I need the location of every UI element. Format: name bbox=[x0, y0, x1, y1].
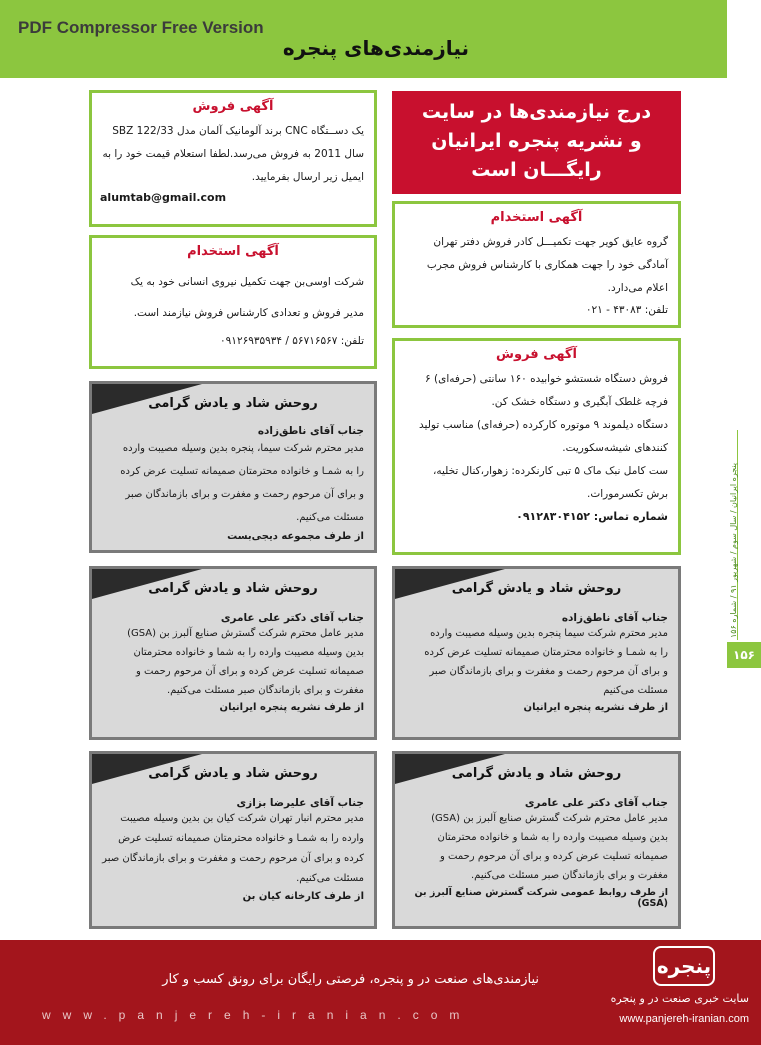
promo-line-3: رایگـــان است bbox=[471, 159, 602, 181]
panjereh-logo: پنجره bbox=[653, 946, 715, 986]
pdf-watermark: PDF Compressor Free Version bbox=[18, 18, 264, 37]
page-header bbox=[0, 0, 727, 78]
mourning-ribbon bbox=[92, 384, 202, 414]
ad-text: کنندهای شیشه‌سکوریت. bbox=[562, 442, 668, 454]
ad-text: گروه عایق کویر جهت تکمیـــل کادر فروش دفتر تهران bbox=[433, 236, 668, 248]
ad-phone: تلفن: ۴۳۰۸۳ - ۰۲۱ bbox=[585, 304, 668, 316]
page-number: ۱۵۶ bbox=[727, 642, 761, 668]
ad-text: شرکت اوسی‌بن جهت تکمیل نیروی انسانی خود به یک bbox=[130, 276, 364, 288]
condolence-body: و برای آن مرحوم رحمت و مغفرت و برای بازماندگان صبر bbox=[429, 666, 668, 677]
condolence-notice bbox=[89, 751, 377, 929]
ad-text: یک دســتگاه CNC برند آلومانیک آلمان مدل SBZ 122/33 bbox=[112, 125, 364, 137]
condolence-name: جناب آقای ناطق‌زاده bbox=[257, 425, 364, 437]
mourning-ribbon bbox=[395, 569, 505, 599]
ad-text: فرچه غلطک آبگیری و دستگاه خشک کن. bbox=[491, 396, 668, 408]
ad-text: دستگاه دیلموند ۹ موتوره کارکرده (حرفه‌ای) مناسب تولید bbox=[419, 419, 668, 431]
ad-text: فروش دستگاه شستشو خوابیده ۱۶۰ سانتی (حرفه‌ای) ۶ bbox=[425, 373, 668, 385]
ad-text: آمادگی خود را جهت همکاری با کارشناس فروش مجرب bbox=[426, 259, 668, 271]
condolence-notice bbox=[392, 751, 681, 929]
mourning-ribbon bbox=[92, 754, 202, 784]
promo-line-1: درج نیازمندی‌ها در سایت bbox=[421, 101, 652, 123]
ad-text: اعلام می‌دارد. bbox=[607, 282, 668, 294]
condolence-name: جناب آقای دکتر علی عامری bbox=[524, 797, 668, 809]
ad-text: سال 2011 به فروش می‌رسد.لطفا استعلام قیمت خود را به bbox=[102, 148, 364, 160]
ad-text: ایمیل زیر ارسال بفرمایید. bbox=[251, 171, 364, 183]
condolence-body: را به شمـا و خانواده محترمتان صمیمانه تسلیت عرض کرده bbox=[120, 466, 364, 477]
condolence-body: مسئلت می‌کنیم bbox=[603, 685, 668, 696]
condolence-from: از طرف نشریه پنجره ایرانیان bbox=[523, 702, 668, 713]
ad-title: آگهی فروش bbox=[192, 99, 274, 114]
condolence-body: بدین وسیله مصیبت وارده را به شما و خانواده محترمتان bbox=[437, 832, 668, 843]
condolence-title: روحش شاد و یادش گرامی bbox=[148, 581, 318, 596]
ad-title: آگهی استخدام bbox=[490, 210, 583, 225]
condolence-body: وارده را به شمـا و خانواده محترمتان صمیمانه تسلیت عرض bbox=[118, 833, 364, 844]
condolence-body: مغفرت و برای بازماندگان صبر مسئلت می‌کنیم. bbox=[167, 685, 364, 696]
condolence-notice bbox=[89, 566, 377, 740]
ad-phone: شماره تماس: ۰۹۱۲۸۳۰۴۱۵۲ bbox=[516, 510, 668, 523]
ad-text: ست کامل نبک ماک ۵ تبی کارنکرده: زهوار،کنال تخلیه، bbox=[432, 465, 668, 477]
ad-hire-kavir bbox=[392, 201, 681, 328]
condolence-body: را به شمـا و خانواده محترمتان صمیمانه تسلیت عرض کرده bbox=[424, 647, 668, 658]
condolence-body: بدین وسیله مصیبت وارده را به شما و خانواده محترمتان bbox=[133, 647, 364, 658]
side-strip bbox=[727, 0, 761, 940]
condolence-name: جناب آقای ناطق‌زاده bbox=[561, 612, 668, 624]
ad-title: آگهی فروش bbox=[496, 347, 577, 362]
condolence-name: جناب آقای دکتر علی عامری bbox=[220, 612, 364, 624]
footer-website-spaced[interactable]: www.panjereh-iranian.com bbox=[42, 1008, 472, 1022]
condolence-title: روحش شاد و یادش گرامی bbox=[451, 581, 622, 596]
condolence-body: مسئلت می‌کنیم. bbox=[296, 873, 364, 884]
footer-brand bbox=[549, 942, 749, 1042]
condolence-body: مدیر عامل محترم شرکت گسترش صنایع آلبرز بن (GSA) bbox=[431, 813, 668, 824]
condolence-notice bbox=[392, 566, 681, 740]
condolence-from: از طرف کارخانه کیان بن bbox=[242, 891, 364, 902]
ad-title: آگهی استخدام bbox=[187, 244, 279, 259]
ad-text: مدیر فروش و تعدادی کارشناس فروش نیازمند است. bbox=[133, 307, 364, 319]
mourning-ribbon bbox=[395, 754, 505, 784]
condolence-body: مغفرت و برای بازماندگان صبر مسئلت می‌کنیم. bbox=[471, 870, 668, 881]
ad-hire-osibn bbox=[89, 235, 377, 369]
condolence-body: مدیر محترم انبار تهران شرکت کیان بن بدین وسیله مصیبت bbox=[120, 813, 364, 824]
condolence-title: روحش شاد و یادش گرامی bbox=[451, 766, 622, 781]
ad-text: برش تکسرمورات. bbox=[586, 488, 668, 500]
condolence-body: و برای آن مرحوم رحمت و مغفرت و برای بازماندگان صبر bbox=[125, 489, 364, 500]
page-footer bbox=[0, 940, 761, 1045]
condolence-body: مدیر عامل محترم شرکت گسترش صنایع آلبرز بن (GSA) bbox=[127, 628, 364, 639]
condolence-body: کرده و برای آن مرحوم رحمت و مغفرت و برای بازماندگان صبر bbox=[102, 853, 364, 864]
page-title: نیازمندی‌های پنجره bbox=[282, 36, 469, 60]
condolence-name: جناب آقای علیرضا بزازی bbox=[236, 797, 364, 809]
condolence-from: از طرف نشریه پنجره ایرانیان bbox=[219, 702, 364, 713]
condolence-title: روحش شاد و یادش گرامی bbox=[148, 396, 318, 411]
condolence-title: روحش شاد و یادش گرامی bbox=[148, 766, 318, 781]
side-issue-text: پنجره ایرانیان / سال سوم / شهریور ۹۱ / شماره ۱۵۶ bbox=[729, 462, 738, 638]
footer-slogan: سایت خبری صنعت در و پنجره bbox=[610, 992, 749, 1005]
condolence-body: صمیمانه تسلیت عرض کرده و برای آن مرحوم رحمت و bbox=[440, 851, 668, 862]
footer-tagline: نیازمندی‌های صنعت در و پنجره، فرصتی رایگان برای رونق کسب و کار bbox=[162, 972, 539, 987]
footer-site-url[interactable]: www.panjereh-iranian.com bbox=[619, 1013, 749, 1025]
promo-banner bbox=[392, 88, 681, 194]
ad-sale-machines bbox=[392, 338, 681, 555]
condolence-from: از طرف روابط عمومی شرکت گسترش صنایع آلبرز بن (GSA) bbox=[414, 887, 668, 909]
promo-line-2: و نشریه پنجره ایرانیان bbox=[431, 130, 642, 152]
condolence-body: مدیر محترم شرکت سیما، پنجره بدین وسیله مصیبت وارده bbox=[122, 443, 364, 454]
ad-phone: تلفن: ۵۶۷۱۶۵۶۷ / ۰۹۱۲۶۹۳۵۹۳۴ bbox=[220, 335, 364, 347]
ad-email: alumtab@gmail.com bbox=[100, 191, 227, 204]
condolence-body: مسئلت می‌کنیم. bbox=[296, 512, 364, 523]
ad-sale-cnc bbox=[89, 90, 377, 227]
condolence-body: صمیمانه تسلیت عرض کرده و برای آن مرحوم رحمت و bbox=[136, 666, 364, 677]
condolence-notice bbox=[89, 381, 377, 553]
condolence-body: مدیر محترم شرکت سیما پنجره بدین وسیله مصیبت وارده bbox=[430, 628, 668, 639]
mourning-ribbon bbox=[92, 569, 202, 599]
condolence-from: از طرف مجموعه دیجی‌بست bbox=[227, 531, 364, 542]
